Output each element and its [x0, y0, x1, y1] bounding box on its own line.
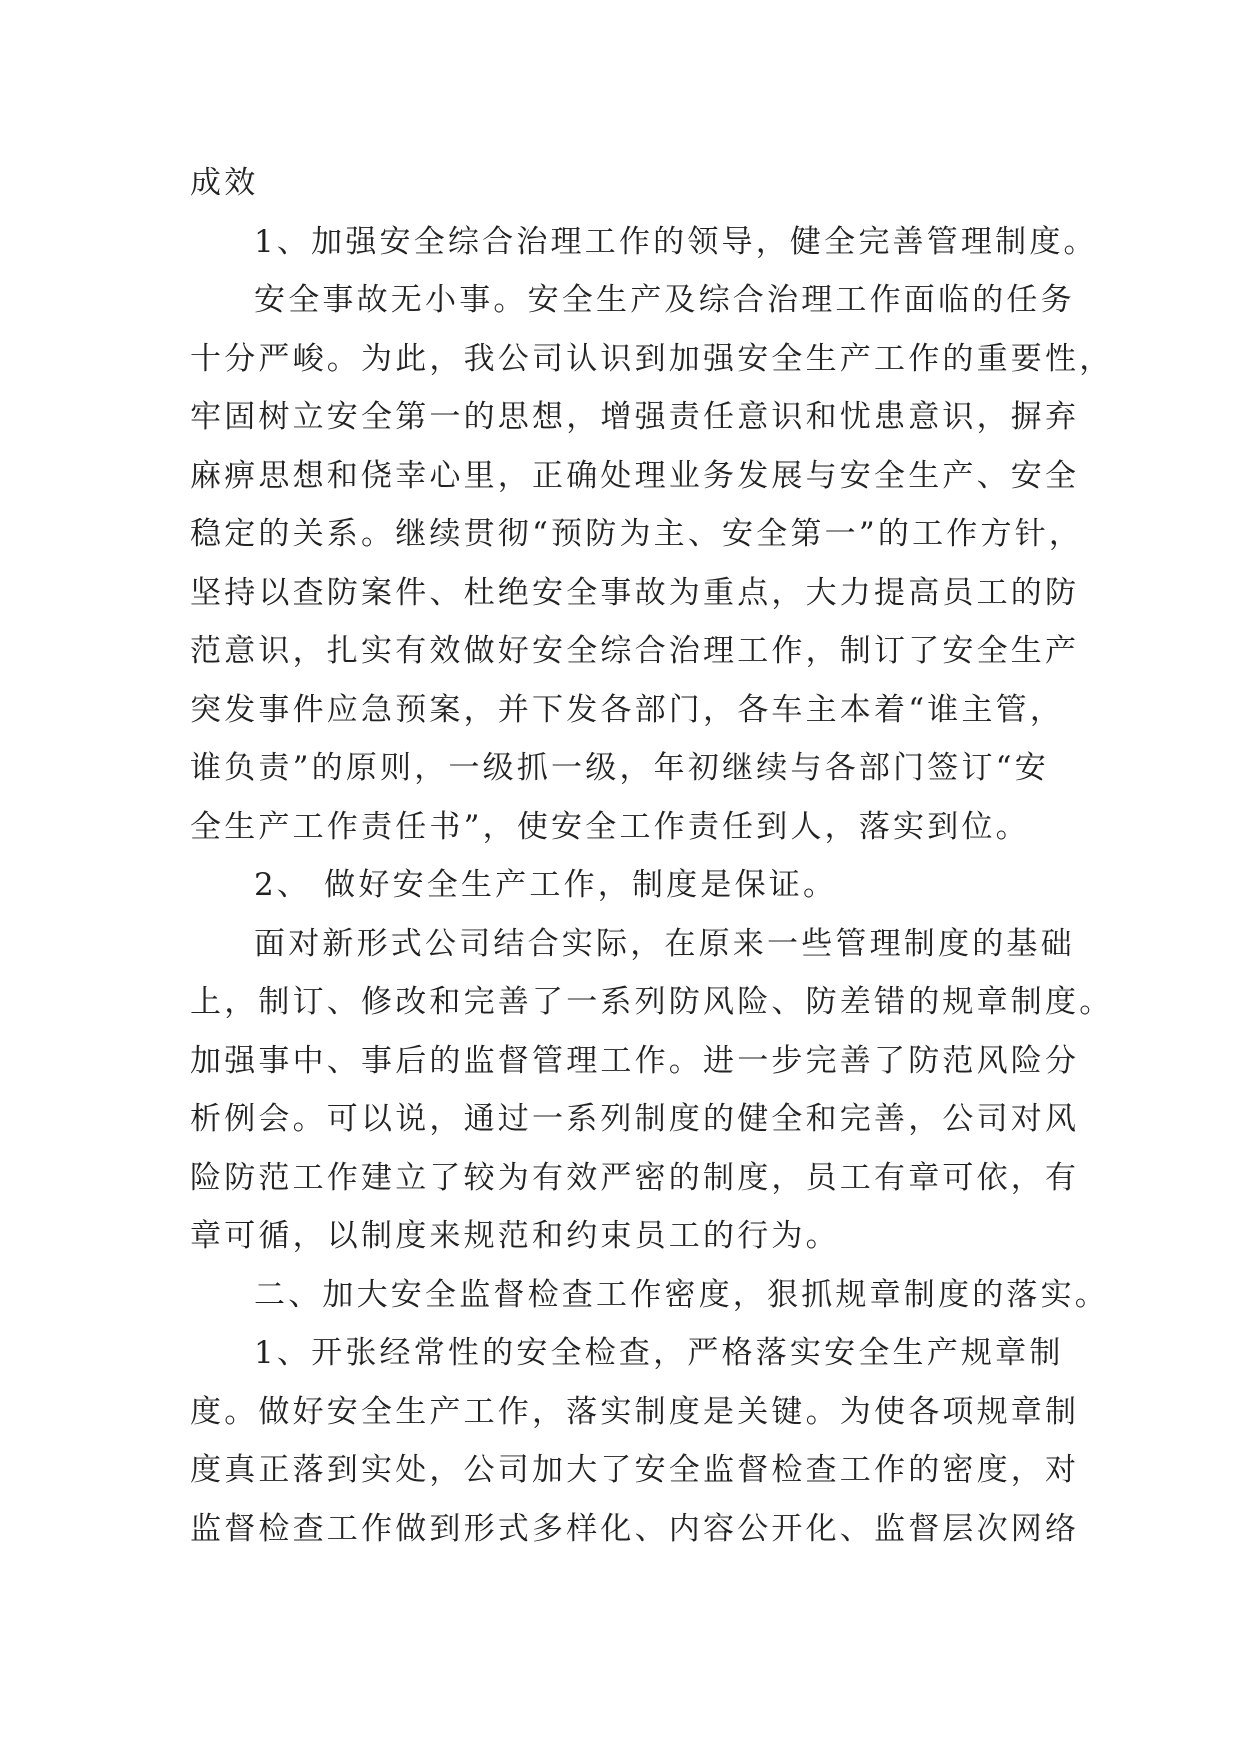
text-line: 面对新形式公司结合实际，在原来一些管理制度的基础 [254, 925, 1075, 962]
text-line: 突发事件应急预案，并下发各部门，各车主本着“谁主管， [190, 691, 1065, 728]
text-line: 1、开张经常性的安全检查，严格落实安全生产规章制 [254, 1335, 1064, 1371]
text-line: 度。做好安全生产工作，落实制度是关键。为使各项规章制 [190, 1393, 1080, 1430]
text-line: 成效 [190, 165, 259, 201]
text-line: 险防范工作建立了较为有效严密的制度，员工有章可依，有 [190, 1159, 1080, 1196]
text-line: 二、加大安全监督检查工作密度，狠抓规章制度的落实。 [254, 1276, 1109, 1313]
text-line: 监督检查工作做到形式多样化、内容公开化、监督层次网络 [190, 1510, 1080, 1547]
text-line: 析例会。可以说，通过一系列制度的健全和完善，公司对风 [190, 1101, 1080, 1137]
text-line: 度真正落到实处，公司加大了安全监督检查工作的密度，对 [190, 1452, 1080, 1488]
text-line: 1、加强安全综合治理工作的领导，健全完善管理制度。 [254, 223, 1098, 260]
text-line: 章可循，以制度来规范和约束员工的行为。 [190, 1218, 840, 1254]
text-line: 加强事中、事后的监督管理工作。进一步完善了防范风险分 [190, 1042, 1080, 1079]
text-line: 全生产工作责任书”，使安全工作责任到人，落实到位。 [190, 808, 1030, 845]
text-line: 坚持以查防案件、杜绝安全事故为重点，大力提高员工的防 [190, 574, 1080, 611]
document-body [190, 154, 1114, 1558]
text-line: 谁负责”的原则，一级抓一级，年初继续与各部门签订“安 [190, 750, 1049, 786]
text-line: 牢固树立安全第一的思想，增强责任意识和忧患意识，摒弃 [190, 399, 1080, 435]
text-line: 上，制订、修改和完善了一系列防风险、防差错的规章制度。 [190, 984, 1114, 1020]
text-line: 范意识，扎实有效做好安全综合治理工作，制订了安全生产 [190, 633, 1080, 669]
text-line: 麻痹思想和侥幸心里，正确处理业务发展与安全生产、安全 [190, 457, 1080, 494]
text-line: 安全事故无小事。安全生产及综合治理工作面临的任务 [254, 282, 1075, 318]
text-line: 稳定的关系。继续贯彻“预防为主、安全第一”的工作方针， [190, 516, 1084, 552]
text-line: 2、 做好安全生产工作，制度是保证。 [254, 867, 838, 903]
text-line: 十分严峻。为此，我公司认识到加强安全生产工作的重要性， [190, 340, 1114, 377]
